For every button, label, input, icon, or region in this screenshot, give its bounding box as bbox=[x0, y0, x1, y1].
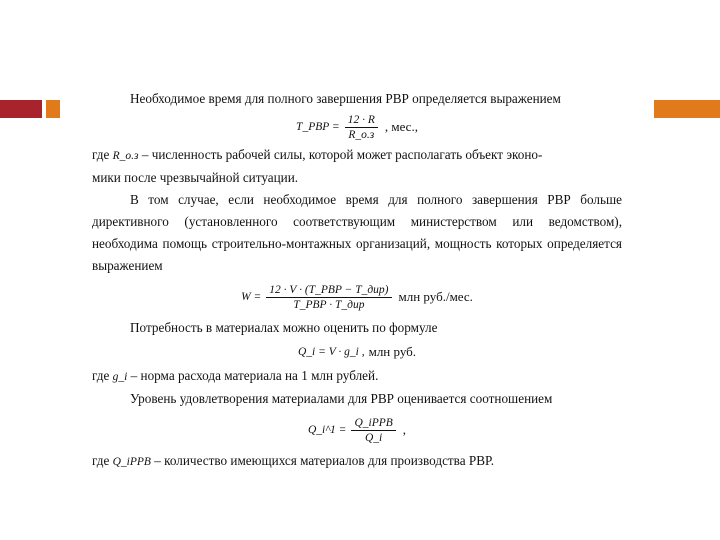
workforce-symbol: R_o.з bbox=[112, 150, 139, 162]
available-symbol: Q_iPPB bbox=[112, 456, 151, 468]
formula-satisfaction-denominator: Q_i bbox=[364, 431, 383, 444]
where-label: где bbox=[92, 368, 110, 383]
paragraph-capacity bbox=[92, 189, 622, 277]
paragraph-norm bbox=[92, 365, 622, 388]
workforce-definition: – численность рабочей силы, которой может располагать объект эконо- bbox=[141, 147, 543, 162]
document-body bbox=[92, 88, 622, 473]
formula-time-numerator: 12 · R bbox=[345, 113, 378, 128]
formula-time-fraction bbox=[345, 113, 378, 142]
norm-symbol: g_i bbox=[112, 371, 128, 383]
formula-time-lhs: T_PBP = bbox=[296, 121, 340, 133]
formula-materials-unit: млн руб. bbox=[368, 344, 417, 359]
formula-capacity-unit: млн руб./мес. bbox=[398, 289, 473, 304]
formula-capacity-denominator: T_PBP · T_дир bbox=[293, 298, 365, 311]
decor-bar-right-orange bbox=[654, 100, 720, 118]
paragraph-satisfaction-text: Уровень удовлетворения материалами для РВР оценивается соотношением bbox=[130, 391, 553, 406]
formula-satisfaction-lhs: Q_i^1 = bbox=[307, 424, 347, 436]
formula-capacity bbox=[92, 277, 622, 317]
formula-materials-expr: Q_i = V · g_i , bbox=[297, 346, 365, 358]
paragraph-time-text: Необходимое время для полного завершения РВР определяется выражением bbox=[130, 91, 561, 106]
paragraph-workforce-line1 bbox=[92, 144, 622, 167]
formula-time bbox=[92, 110, 622, 144]
decor-bar-left-red bbox=[0, 100, 42, 118]
where-label: где bbox=[92, 453, 110, 468]
where-label: где bbox=[92, 147, 110, 162]
formula-satisfaction-tail: , bbox=[402, 422, 407, 437]
paragraph-available bbox=[92, 450, 622, 473]
paragraph-materials bbox=[92, 317, 622, 339]
formula-capacity-numerator: 12 · V · (T_PBP − T_дир) bbox=[266, 283, 391, 298]
formula-capacity-lhs: W = bbox=[241, 291, 262, 303]
decor-bar-left-orange bbox=[46, 100, 60, 118]
paragraph-satisfaction bbox=[92, 388, 622, 410]
paragraph-materials-text: Потребность в материалах можно оценить по формуле bbox=[130, 320, 438, 335]
norm-definition: – норма расхода материала на 1 млн рублей. bbox=[130, 368, 379, 383]
formula-materials bbox=[92, 339, 622, 365]
formula-satisfaction bbox=[92, 410, 622, 450]
workforce-definition-cont: мики после чрезвычайной ситуации. bbox=[92, 170, 299, 185]
paragraph-time bbox=[92, 88, 622, 110]
formula-satisfaction-numerator: Q_iPPB bbox=[351, 416, 395, 431]
formula-capacity-fraction bbox=[266, 283, 391, 312]
formula-time-denominator: R_o.з bbox=[348, 128, 375, 141]
available-definition: – количество имеющихся материалов для производства РВР. bbox=[154, 453, 494, 468]
paragraph-workforce-line2 bbox=[92, 167, 622, 189]
formula-satisfaction-fraction bbox=[351, 416, 395, 445]
formula-time-unit: , мес., bbox=[384, 119, 418, 134]
paragraph-capacity-text: В том случае, если необходимое время для полного завершения РВР больше директивного (установленного соответствующим министерством или ведомством), необходима помощь строительно-монтажных организаций, мощность которых определяется выражением bbox=[92, 192, 622, 273]
